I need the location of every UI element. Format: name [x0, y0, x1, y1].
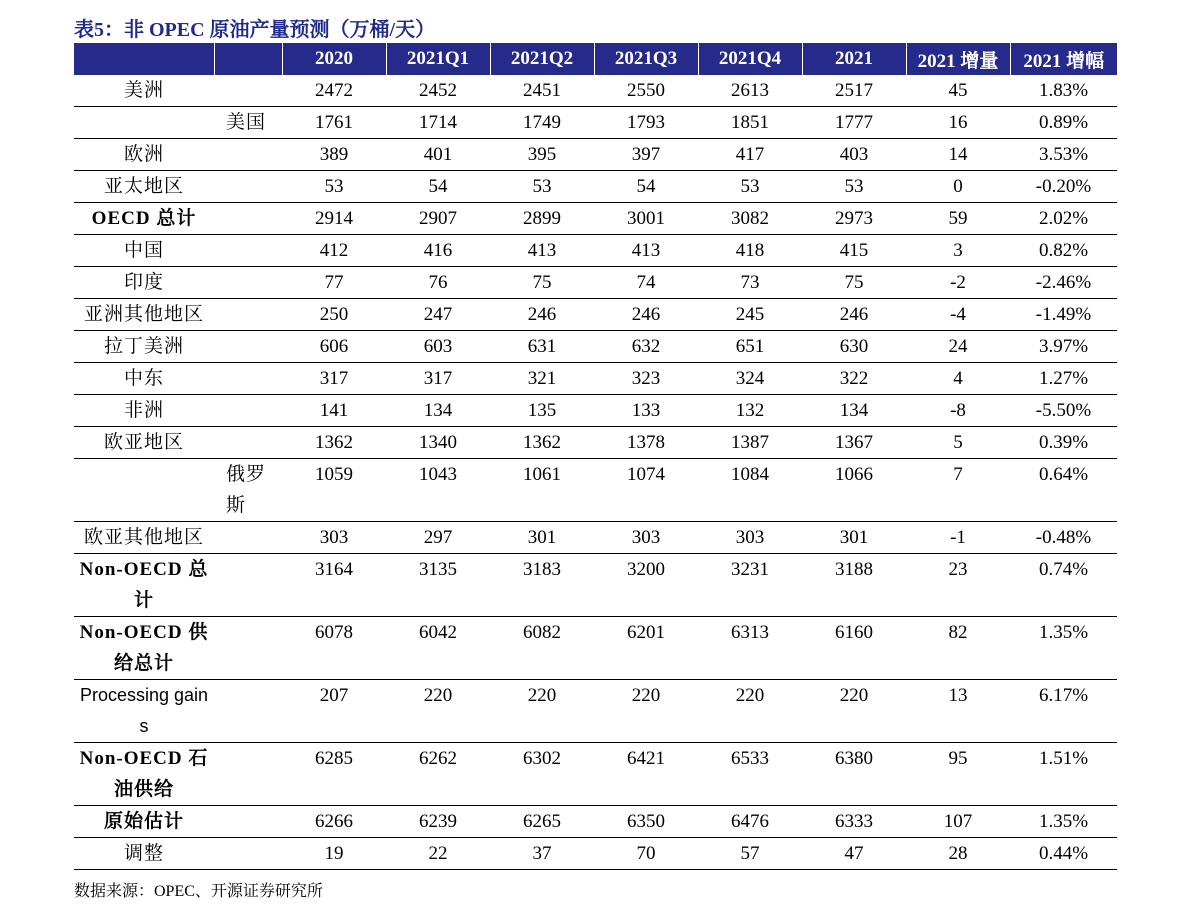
value-cell: 321 [490, 363, 594, 395]
value-cell: 1378 [594, 427, 698, 459]
value-cell: 1387 [698, 427, 802, 459]
value-cell: 14 [906, 139, 1010, 171]
value-cell: 3135 [386, 554, 490, 617]
value-cell: 220 [490, 680, 594, 743]
row-sublabel [214, 554, 282, 617]
value-cell: 413 [594, 235, 698, 267]
row-sublabel [214, 235, 282, 267]
value-cell: 53 [802, 171, 906, 203]
table-title: 表5：非 OPEC 原油产量预测（万桶/天） [74, 19, 436, 41]
row-label: 中国 [74, 235, 214, 267]
value-cell: 297 [386, 522, 490, 554]
value-cell: 53 [698, 171, 802, 203]
table-row [74, 522, 1117, 554]
table-row [74, 395, 1117, 427]
header-cell: 2021 增量 [906, 43, 1010, 75]
value-cell: 395 [490, 139, 594, 171]
value-cell: 141 [282, 395, 386, 427]
value-cell: 37 [490, 838, 594, 870]
table-row [74, 107, 1117, 139]
table-row [74, 680, 1117, 743]
value-cell: 6285 [282, 743, 386, 806]
value-cell: 23 [906, 554, 1010, 617]
table-row [74, 743, 1117, 806]
value-cell: 53 [490, 171, 594, 203]
table-row [74, 331, 1117, 363]
value-cell: 2914 [282, 203, 386, 235]
value-cell: 317 [282, 363, 386, 395]
value-cell: 220 [698, 680, 802, 743]
value-cell: 95 [906, 743, 1010, 806]
value-cell: 323 [594, 363, 698, 395]
value-cell: 301 [802, 522, 906, 554]
table-row [74, 235, 1117, 267]
value-cell: 75 [802, 267, 906, 299]
value-cell: 57 [698, 838, 802, 870]
value-cell: 6042 [386, 617, 490, 680]
value-cell: 322 [802, 363, 906, 395]
value-cell: 1777 [802, 107, 906, 139]
value-cell: 2973 [802, 203, 906, 235]
value-cell: 134 [802, 395, 906, 427]
value-cell: 632 [594, 331, 698, 363]
row-sublabel [214, 75, 282, 107]
value-cell: 250 [282, 299, 386, 331]
value-cell: 245 [698, 299, 802, 331]
value-cell: 2452 [386, 75, 490, 107]
value-cell: 1851 [698, 107, 802, 139]
value-cell: 246 [802, 299, 906, 331]
row-label: 欧亚地区 [74, 427, 214, 459]
value-cell: 630 [802, 331, 906, 363]
row-sublabel [214, 139, 282, 171]
row-label: 亚洲其他地区 [74, 299, 214, 331]
value-cell: 6350 [594, 806, 698, 838]
value-cell: 1.51% [1010, 743, 1117, 806]
header-row [74, 43, 1117, 75]
value-cell: 401 [386, 139, 490, 171]
table-row [74, 617, 1117, 680]
row-sublabel [214, 267, 282, 299]
value-cell: 1340 [386, 427, 490, 459]
value-cell: 0.64% [1010, 459, 1117, 522]
value-cell: 45 [906, 75, 1010, 107]
value-cell: 1.83% [1010, 75, 1117, 107]
value-cell: 3200 [594, 554, 698, 617]
row-sublabel [214, 617, 282, 680]
row-label: Non-OECD 供给总计 [74, 617, 214, 680]
value-cell: 220 [802, 680, 906, 743]
value-cell: 1084 [698, 459, 802, 522]
value-cell: -8 [906, 395, 1010, 427]
value-cell: 4 [906, 363, 1010, 395]
table-row [74, 838, 1117, 870]
row-sublabel [214, 680, 282, 743]
value-cell: 6266 [282, 806, 386, 838]
header-cell: 2021Q3 [594, 43, 698, 75]
table-row [74, 203, 1117, 235]
row-sublabel [214, 299, 282, 331]
value-cell: 317 [386, 363, 490, 395]
value-cell: 53 [282, 171, 386, 203]
value-cell: 6333 [802, 806, 906, 838]
value-cell: 1761 [282, 107, 386, 139]
value-cell: 303 [698, 522, 802, 554]
value-cell: 3188 [802, 554, 906, 617]
value-cell: 303 [594, 522, 698, 554]
value-cell: 13 [906, 680, 1010, 743]
value-cell: 3164 [282, 554, 386, 617]
value-cell: 6262 [386, 743, 490, 806]
value-cell: 0.89% [1010, 107, 1117, 139]
value-cell: 2472 [282, 75, 386, 107]
value-cell: 82 [906, 617, 1010, 680]
value-cell: 246 [490, 299, 594, 331]
table-row [74, 267, 1117, 299]
value-cell: 19 [282, 838, 386, 870]
value-cell: 606 [282, 331, 386, 363]
value-cell: 412 [282, 235, 386, 267]
header-cell: 2021Q4 [698, 43, 802, 75]
value-cell: 1.35% [1010, 806, 1117, 838]
value-cell: 107 [906, 806, 1010, 838]
value-cell: 133 [594, 395, 698, 427]
value-cell: 22 [386, 838, 490, 870]
value-cell: 3 [906, 235, 1010, 267]
value-cell: 2907 [386, 203, 490, 235]
row-label: 中东 [74, 363, 214, 395]
header-cell-label [74, 43, 214, 75]
row-sublabel [214, 203, 282, 235]
value-cell: 54 [386, 171, 490, 203]
row-sublabel: 美国 [214, 107, 282, 139]
table-row [74, 554, 1117, 617]
value-cell: 603 [386, 331, 490, 363]
row-sublabel [214, 838, 282, 870]
row-sublabel [214, 522, 282, 554]
row-sublabel [214, 806, 282, 838]
value-cell: 135 [490, 395, 594, 427]
row-label: 拉丁美洲 [74, 331, 214, 363]
value-cell: 59 [906, 203, 1010, 235]
table-row [74, 363, 1117, 395]
value-cell: 651 [698, 331, 802, 363]
value-cell: 2899 [490, 203, 594, 235]
table-row [74, 459, 1117, 522]
value-cell: 3001 [594, 203, 698, 235]
value-cell: 73 [698, 267, 802, 299]
value-cell: 47 [802, 838, 906, 870]
value-cell: 75 [490, 267, 594, 299]
row-label [74, 107, 214, 139]
value-cell: -2.46% [1010, 267, 1117, 299]
row-label: 原始估计 [74, 806, 214, 838]
value-cell: 6380 [802, 743, 906, 806]
row-sublabel [214, 743, 282, 806]
value-cell: -0.20% [1010, 171, 1117, 203]
value-cell: 28 [906, 838, 1010, 870]
value-cell: 6078 [282, 617, 386, 680]
value-cell: 1367 [802, 427, 906, 459]
row-label: 美洲 [74, 75, 214, 107]
header-cell-sub [214, 43, 282, 75]
value-cell: 134 [386, 395, 490, 427]
table-row [74, 427, 1117, 459]
row-label: Non-OECD 石油供给 [74, 743, 214, 806]
value-cell: 6.17% [1010, 680, 1117, 743]
value-cell: 418 [698, 235, 802, 267]
header-cell: 2021 增幅 [1010, 43, 1117, 75]
value-cell: 7 [906, 459, 1010, 522]
value-cell: 3183 [490, 554, 594, 617]
value-cell: 2.02% [1010, 203, 1117, 235]
value-cell: 2550 [594, 75, 698, 107]
value-cell: 6421 [594, 743, 698, 806]
source-note: 数据来源：OPEC、开源证券研究所 [74, 883, 323, 900]
row-sublabel [214, 331, 282, 363]
header-cell: 2020 [282, 43, 386, 75]
table-row [74, 299, 1117, 331]
value-cell: 76 [386, 267, 490, 299]
value-cell: 16 [906, 107, 1010, 139]
value-cell: -4 [906, 299, 1010, 331]
value-cell: 417 [698, 139, 802, 171]
value-cell: 132 [698, 395, 802, 427]
value-cell: 6302 [490, 743, 594, 806]
value-cell: -2 [906, 267, 1010, 299]
value-cell: 6533 [698, 743, 802, 806]
value-cell: 1.27% [1010, 363, 1117, 395]
value-cell: 416 [386, 235, 490, 267]
value-cell: 6201 [594, 617, 698, 680]
value-cell: 6082 [490, 617, 594, 680]
value-cell: 1362 [490, 427, 594, 459]
value-cell: 207 [282, 680, 386, 743]
value-cell: 1059 [282, 459, 386, 522]
value-cell: 5 [906, 427, 1010, 459]
row-label: 印度 [74, 267, 214, 299]
value-cell: 1066 [802, 459, 906, 522]
value-cell: 0.82% [1010, 235, 1117, 267]
value-cell: 6239 [386, 806, 490, 838]
table-row [74, 171, 1117, 203]
row-label: 非洲 [74, 395, 214, 427]
value-cell: 0.74% [1010, 554, 1117, 617]
value-cell: 413 [490, 235, 594, 267]
value-cell: 631 [490, 331, 594, 363]
row-label: Non-OECD 总计 [74, 554, 214, 617]
row-label: 欧亚其他地区 [74, 522, 214, 554]
value-cell: 2451 [490, 75, 594, 107]
row-label: OECD 总计 [74, 203, 214, 235]
value-cell: 6476 [698, 806, 802, 838]
row-sublabel: 俄罗斯 [214, 459, 282, 522]
row-sublabel [214, 427, 282, 459]
value-cell: 1749 [490, 107, 594, 139]
forecast-table [74, 43, 1117, 870]
value-cell: 247 [386, 299, 490, 331]
row-sublabel [214, 363, 282, 395]
value-cell: 3.97% [1010, 331, 1117, 363]
value-cell: -5.50% [1010, 395, 1117, 427]
value-cell: 246 [594, 299, 698, 331]
value-cell: 1074 [594, 459, 698, 522]
header-cell: 2021Q2 [490, 43, 594, 75]
value-cell: 1.35% [1010, 617, 1117, 680]
value-cell: 0.44% [1010, 838, 1117, 870]
value-cell: 0.39% [1010, 427, 1117, 459]
value-cell: 220 [386, 680, 490, 743]
value-cell: 324 [698, 363, 802, 395]
value-cell: 54 [594, 171, 698, 203]
row-sublabel [214, 171, 282, 203]
value-cell: 77 [282, 267, 386, 299]
row-sublabel [214, 395, 282, 427]
table-row [74, 139, 1117, 171]
row-label: 调整 [74, 838, 214, 870]
table-row [74, 806, 1117, 838]
header-cell: 2021Q1 [386, 43, 490, 75]
value-cell: 3.53% [1010, 139, 1117, 171]
value-cell: 301 [490, 522, 594, 554]
row-label: 欧洲 [74, 139, 214, 171]
value-cell: 6265 [490, 806, 594, 838]
value-cell: 2613 [698, 75, 802, 107]
value-cell: 74 [594, 267, 698, 299]
value-cell: 303 [282, 522, 386, 554]
value-cell: 1362 [282, 427, 386, 459]
value-cell: 3231 [698, 554, 802, 617]
value-cell: 70 [594, 838, 698, 870]
value-cell: 403 [802, 139, 906, 171]
table-row [74, 75, 1117, 107]
value-cell: 389 [282, 139, 386, 171]
value-cell: 397 [594, 139, 698, 171]
value-cell: 1043 [386, 459, 490, 522]
value-cell: -1.49% [1010, 299, 1117, 331]
row-label: Processing gains [74, 680, 214, 743]
value-cell: 6160 [802, 617, 906, 680]
row-label: 亚太地区 [74, 171, 214, 203]
row-label [74, 459, 214, 522]
value-cell: 3082 [698, 203, 802, 235]
value-cell: 1061 [490, 459, 594, 522]
value-cell: 1714 [386, 107, 490, 139]
table-body [74, 75, 1117, 870]
value-cell: 1793 [594, 107, 698, 139]
header-cell: 2021 [802, 43, 906, 75]
value-cell: 6313 [698, 617, 802, 680]
value-cell: -1 [906, 522, 1010, 554]
value-cell: 220 [594, 680, 698, 743]
value-cell: 415 [802, 235, 906, 267]
value-cell: -0.48% [1010, 522, 1117, 554]
value-cell: 24 [906, 331, 1010, 363]
value-cell: 0 [906, 171, 1010, 203]
value-cell: 2517 [802, 75, 906, 107]
